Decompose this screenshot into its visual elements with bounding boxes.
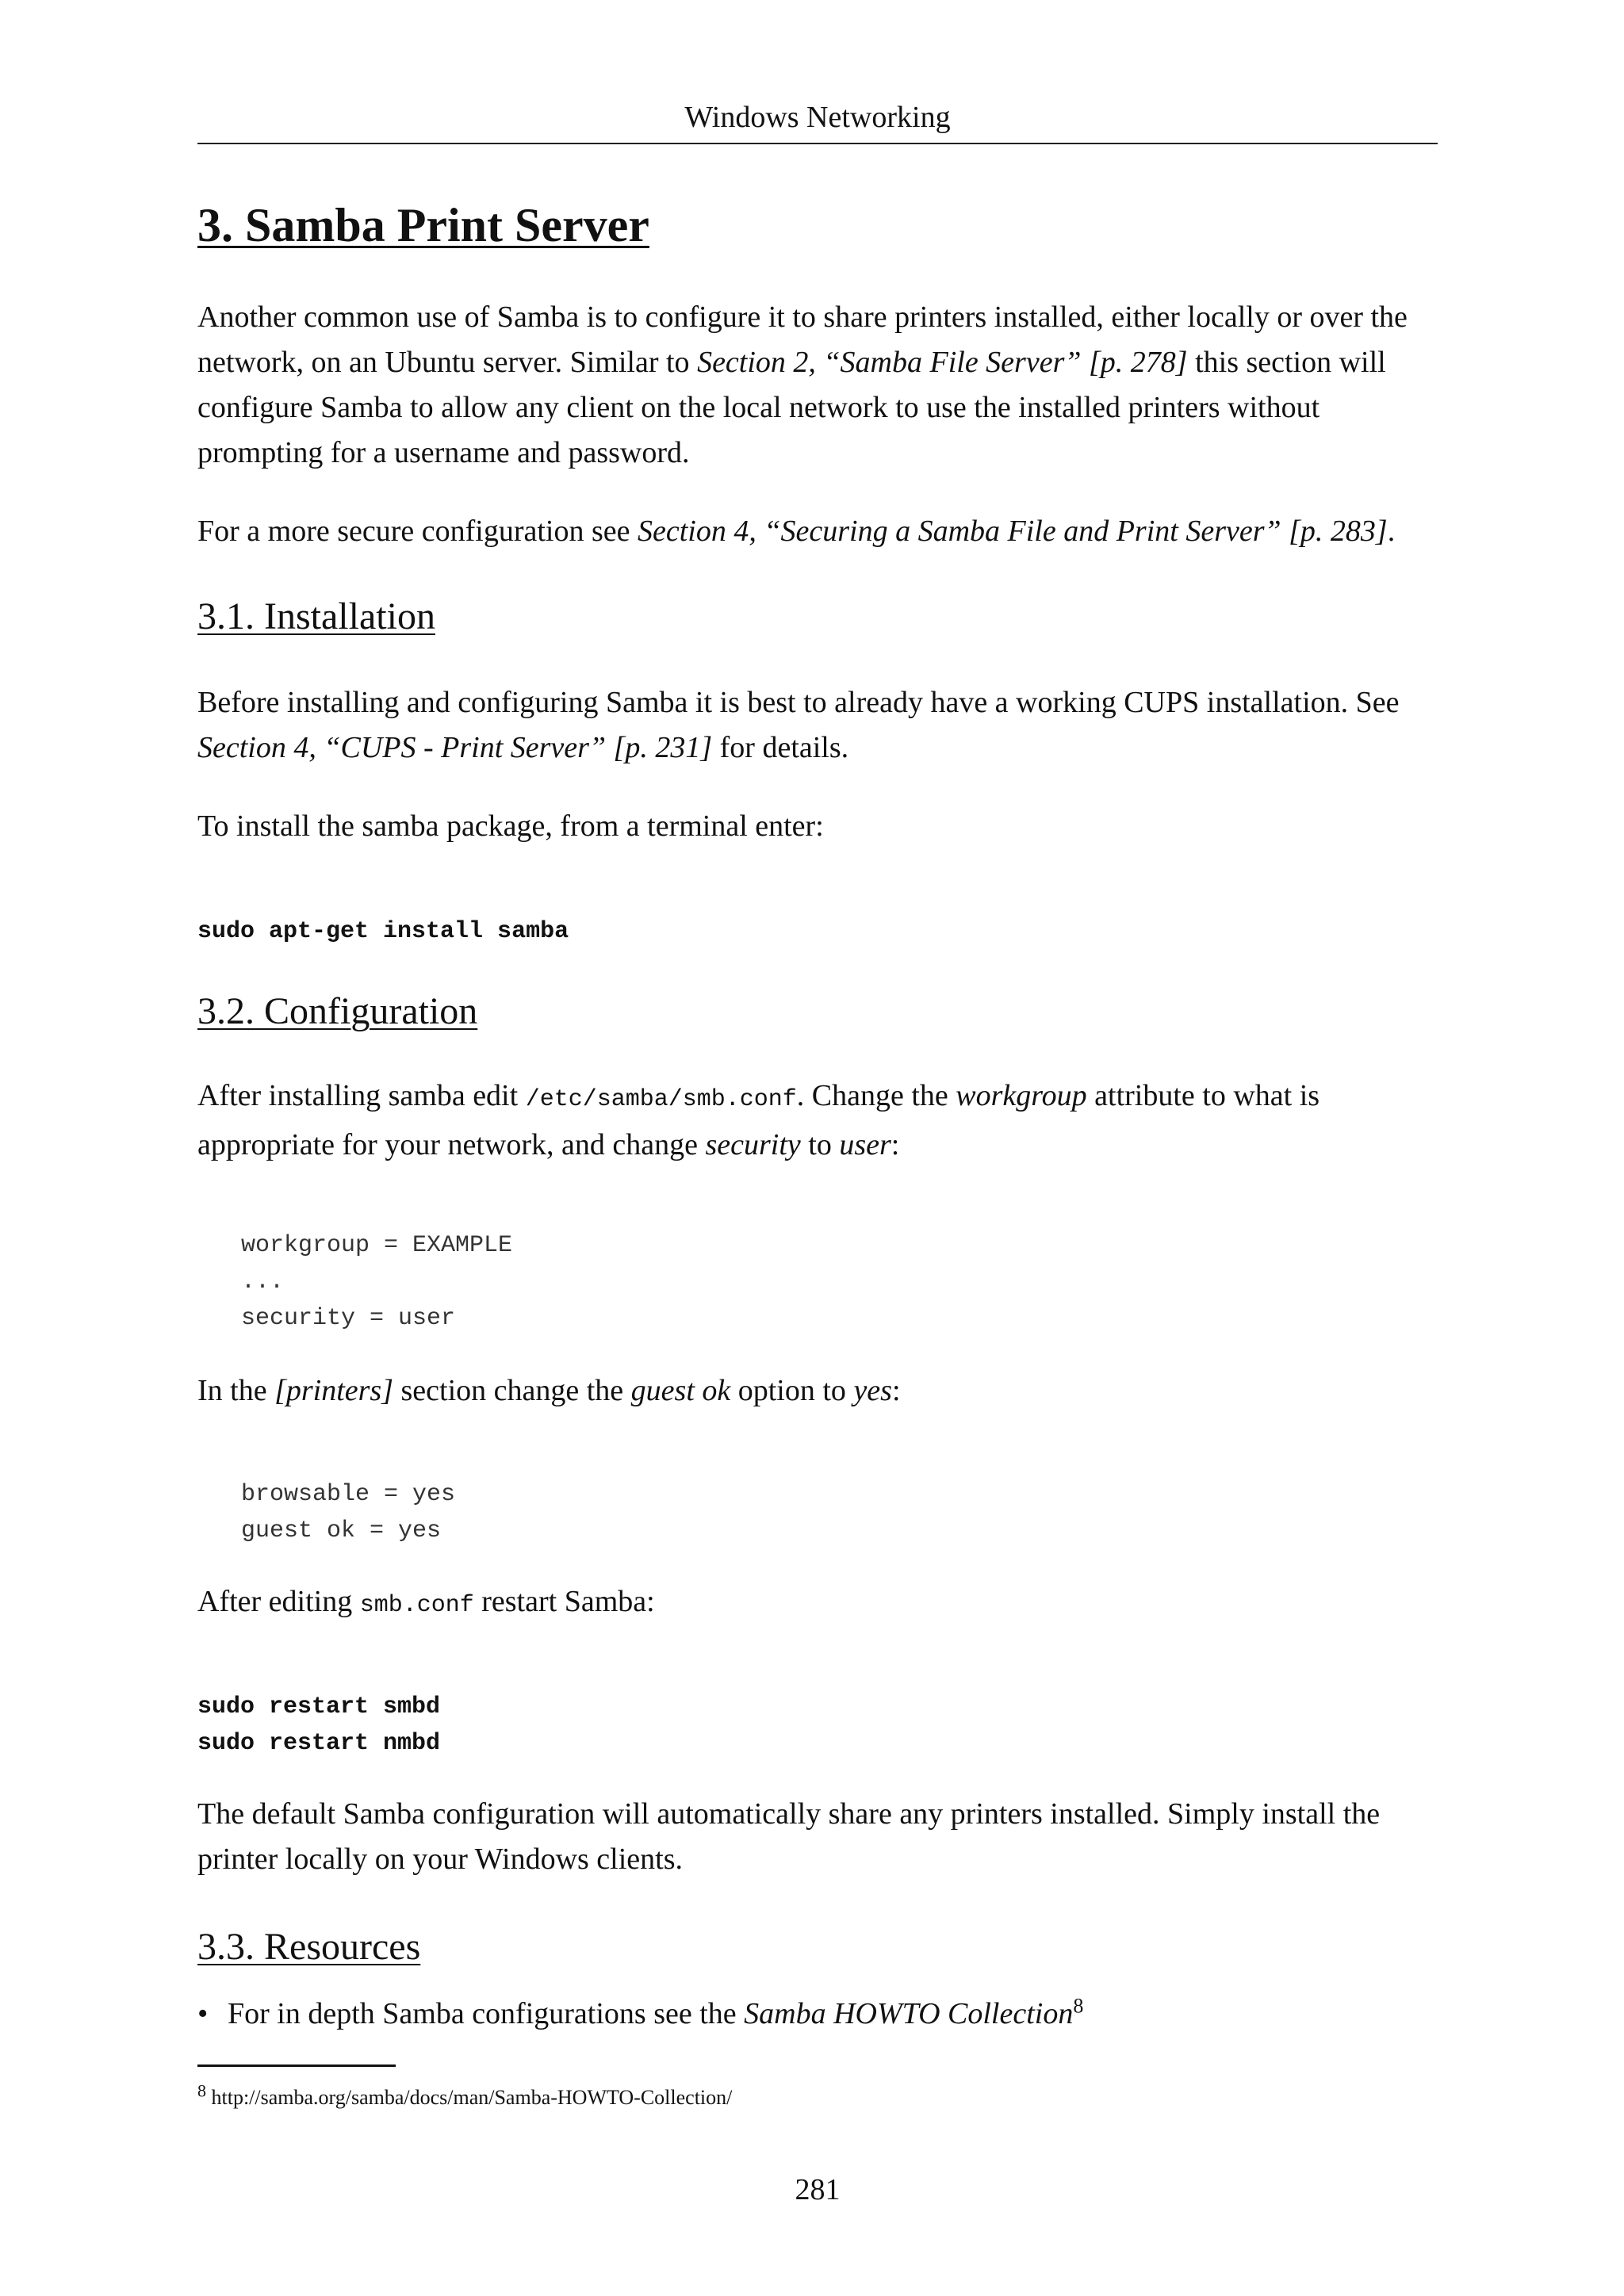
- footnote-url[interactable]: http://samba.org/samba/docs/man/Samba-HOWTO-Collection/: [211, 2086, 733, 2109]
- command-line: sudo restart smbd: [197, 1693, 441, 1720]
- text-run: to: [800, 1128, 840, 1161]
- command-line: sudo restart nmbd: [197, 1730, 441, 1757]
- config-snippet-2: [197, 1476, 1438, 1549]
- installation-paragraph-2: [197, 804, 1438, 849]
- configuration-paragraph-1: [197, 1073, 1438, 1168]
- install-command-block: [197, 913, 1438, 950]
- footnote-number: 8: [197, 2080, 206, 2101]
- text-run: section change the: [393, 1374, 631, 1407]
- resources-heading-block: [197, 1923, 1438, 1971]
- emphasis-term: yes: [853, 1374, 892, 1407]
- footnote-marker[interactable]: 8: [1073, 1994, 1084, 2018]
- config-line: browsable = yes: [241, 1481, 456, 1508]
- emphasis-term: guest ok: [630, 1374, 731, 1407]
- section-heading-block: [197, 197, 1438, 254]
- text-run: for details.: [712, 731, 849, 764]
- external-link[interactable]: Samba HOWTO Collection: [744, 1997, 1074, 2030]
- text-run: :: [891, 1128, 900, 1161]
- text-run: option to: [730, 1374, 854, 1407]
- cross-reference-link[interactable]: Section 4, “CUPS - Print Server” [p. 231]: [197, 731, 713, 764]
- config-line: workgroup = EXAMPLE: [241, 1232, 513, 1259]
- configuration-heading-block: [197, 988, 1438, 1035]
- intro-paragraph-2: [197, 509, 1438, 554]
- configuration-paragraph-2: [197, 1368, 1438, 1414]
- text-run: attribute to what is appropriate for your network, and change: [197, 1079, 1320, 1161]
- footnote: [197, 2082, 732, 2114]
- config-line: guest ok = yes: [241, 1517, 442, 1544]
- file-name: smb.conf: [359, 1592, 474, 1619]
- text-run: After editing: [197, 1585, 360, 1618]
- installation-paragraph-1: [197, 680, 1438, 771]
- text-run: restart Samba:: [473, 1585, 655, 1618]
- configuration-paragraph-3: [197, 1579, 1438, 1628]
- subsection-title-resources: 3.3. Resources: [197, 1926, 421, 1968]
- emphasis-term: security: [705, 1128, 801, 1161]
- restart-command-block: [197, 1689, 1438, 1762]
- emphasis-term: workgroup: [956, 1079, 1087, 1112]
- text-run: After installing samba edit: [197, 1079, 526, 1112]
- cross-reference-link[interactable]: Section 2, “Samba File Server” [p. 278]: [697, 346, 1188, 379]
- text-run: Another common use of Samba is to configure it to share printers installed, either locally or over the network, on an Ubuntu server. Similar to: [197, 300, 1408, 379]
- text-run: Before installing and configuring Samba it is best to already have a working CUPS installation. See: [197, 686, 1400, 719]
- bullet-icon: •: [197, 1997, 209, 2030]
- text-run: In the: [197, 1374, 275, 1407]
- list-item: [197, 1992, 1438, 2037]
- running-header: Windows Networking: [684, 101, 951, 134]
- config-snippet-1: [197, 1227, 1438, 1337]
- section-title: 3. Samba Print Server: [197, 199, 649, 251]
- installation-heading-block: [197, 593, 1438, 641]
- text-run: . Change the: [796, 1079, 956, 1112]
- subsection-title-installation: 3.1. Installation: [197, 595, 435, 637]
- text-run: .: [1387, 515, 1396, 548]
- intro-paragraph-1: [197, 295, 1438, 476]
- config-line: security = user: [241, 1305, 456, 1332]
- emphasis-term: user: [839, 1128, 891, 1161]
- configuration-paragraph-4: [197, 1792, 1438, 1882]
- file-path: /etc/samba/smb.conf: [525, 1086, 797, 1113]
- cross-reference-link[interactable]: Section 4, “Securing a Samba File and Print Server” [p. 283]: [638, 515, 1388, 548]
- emphasis-term: [printers]: [274, 1374, 393, 1407]
- header-rule: [197, 143, 1438, 144]
- text-run: For a more secure configuration see: [197, 515, 638, 548]
- paragraph-text: The default Samba configuration will automatically share any printers installed. Simply install the printer locally on your Windows clients.: [197, 1797, 1381, 1876]
- footnote-rule: [197, 2064, 396, 2067]
- paragraph-text: To install the samba package, from a terminal enter:: [197, 809, 824, 843]
- config-line: ...: [241, 1269, 285, 1295]
- text-run: For in depth Samba configurations see the: [228, 1997, 745, 2030]
- subsection-title-configuration: 3.2. Configuration: [197, 990, 478, 1032]
- text-run: this section will configure Samba to allow any client on the local network to use the installed printers without prompting for a username and password.: [197, 346, 1386, 469]
- page-number: 281: [795, 2173, 841, 2206]
- resources-list: [197, 1992, 1438, 2037]
- text-run: :: [891, 1374, 901, 1407]
- command-line: sudo apt-get install samba: [197, 918, 569, 945]
